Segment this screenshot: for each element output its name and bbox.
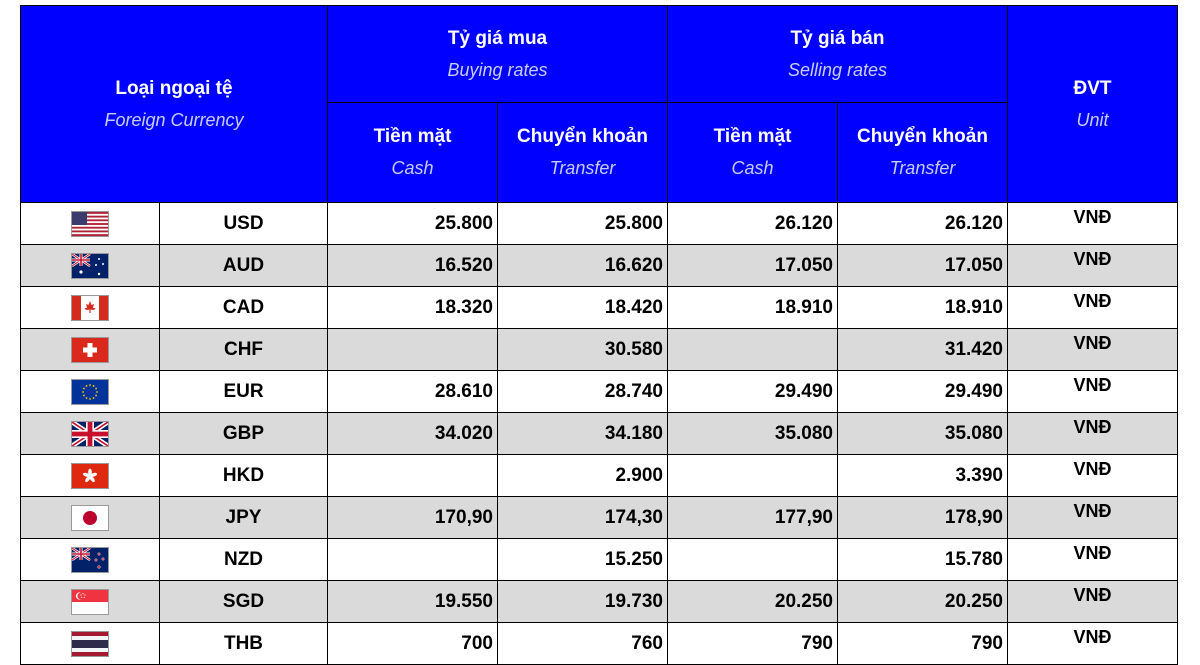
nz-flag-icon [71,547,109,573]
sell-cash-cell [668,455,838,497]
flag-cell [21,581,160,623]
flag-cell [21,371,160,413]
flag-cell [21,497,160,539]
table-row [21,287,1178,329]
ch-flag-icon [71,337,109,363]
buy-cash-cell: 170,90 [328,497,498,539]
currency-code-cell: CHF [160,329,328,371]
buy-transfer-cell: 16.620 [498,245,668,287]
flag-cell [21,329,160,371]
currency-code-cell: SGD [160,581,328,623]
currency-header-en: Foreign Currency [104,109,244,130]
selling-rates-header [668,6,1008,103]
table-row [21,203,1178,245]
table-row [21,497,1178,539]
unit-cell: VNĐ [1008,539,1178,581]
sell-cash-cell: 790 [668,623,838,665]
currency-header-vi: Loại ngoại tệ [115,77,233,99]
sell-transfer-cell: 17.050 [838,245,1008,287]
buy-cash-cell: 16.520 [328,245,498,287]
flag-cell [21,539,160,581]
flag-cell [21,287,160,329]
table-row [21,329,1178,371]
au-flag-icon [71,253,109,279]
currency-code-cell: EUR [160,371,328,413]
exchange-rate-table [20,5,1178,665]
unit-header-en: Unit [1076,109,1109,130]
selling-rates-header-vi: Tỷ giá bán [790,27,885,49]
sell-cash-cell: 177,90 [668,497,838,539]
buy-cash-cell: 19.550 [328,581,498,623]
table-row [21,581,1178,623]
buy-cash-cell [328,455,498,497]
unit-cell: VNĐ [1008,581,1178,623]
unit-cell: VNĐ [1008,497,1178,539]
flag-cell [21,623,160,665]
currency-code-cell: AUD [160,245,328,287]
buy-transfer-cell: 28.740 [498,371,668,413]
buy-transfer-header [498,103,668,203]
sell-transfer-header-en: Transfer [889,158,956,178]
table-row [21,539,1178,581]
currency-header [21,6,328,203]
sell-cash-cell: 29.490 [668,371,838,413]
buy-transfer-cell: 18.420 [498,287,668,329]
sell-transfer-cell: 18.910 [838,287,1008,329]
buying-rates-header-en: Buying rates [447,59,548,80]
buy-cash-cell: 18.320 [328,287,498,329]
jp-flag-icon [71,505,109,531]
sell-transfer-cell: 29.490 [838,371,1008,413]
buying-rates-header [328,6,668,103]
buy-cash-cell: 700 [328,623,498,665]
hk-flag-icon [71,463,109,489]
buy-transfer-cell: 15.250 [498,539,668,581]
buy-transfer-cell: 25.800 [498,203,668,245]
currency-code-cell: GBP [160,413,328,455]
buy-cash-header-vi: Tiền mặt [373,126,452,147]
unit-cell: VNĐ [1008,455,1178,497]
sell-transfer-header [838,103,1008,203]
flag-cell [21,455,160,497]
currency-code-cell: USD [160,203,328,245]
buying-rates-header-vi: Tỷ giá mua [447,27,548,49]
sell-transfer-cell: 790 [838,623,1008,665]
unit-cell: VNĐ [1008,287,1178,329]
buy-transfer-cell: 34.180 [498,413,668,455]
sell-transfer-cell: 26.120 [838,203,1008,245]
rate-rows [21,203,1178,665]
buy-transfer-cell: 30.580 [498,329,668,371]
buy-cash-cell: 25.800 [328,203,498,245]
unit-header [1008,6,1178,203]
sell-cash-header-vi: Tiền mặt [713,126,792,147]
table-row [21,413,1178,455]
buy-transfer-cell: 760 [498,623,668,665]
sell-transfer-header-vi: Chuyển khoản [857,126,988,147]
table-row [21,623,1178,665]
unit-cell: VNĐ [1008,371,1178,413]
sell-cash-cell: 17.050 [668,245,838,287]
sell-cash-cell: 26.120 [668,203,838,245]
buy-cash-cell: 34.020 [328,413,498,455]
table-row [21,455,1178,497]
sell-cash-cell [668,329,838,371]
buy-transfer-cell: 19.730 [498,581,668,623]
unit-header-vi: ĐVT [1073,77,1112,99]
buy-cash-header-en: Cash [391,158,434,178]
buy-cash-cell [328,539,498,581]
currency-code-cell: NZD [160,539,328,581]
sell-transfer-cell: 20.250 [838,581,1008,623]
currency-code-cell: CAD [160,287,328,329]
sell-cash-header [668,103,838,203]
sell-cash-cell [668,539,838,581]
th-flag-icon [71,631,109,657]
unit-cell: VNĐ [1008,203,1178,245]
currency-code-cell: HKD [160,455,328,497]
buy-transfer-header-en: Transfer [549,158,616,178]
unit-cell: VNĐ [1008,245,1178,287]
sg-flag-icon [71,589,109,615]
flag-cell [21,203,160,245]
buy-cash-header [328,103,498,203]
us-flag-icon [71,211,109,237]
flag-cell [21,245,160,287]
sell-transfer-cell: 178,90 [838,497,1008,539]
sell-cash-header-en: Cash [731,158,774,178]
unit-cell: VNĐ [1008,413,1178,455]
gb-flag-icon [71,421,109,447]
eu-flag-icon [71,379,109,405]
currency-code-cell: JPY [160,497,328,539]
flag-cell [21,413,160,455]
unit-cell: VNĐ [1008,623,1178,665]
selling-rates-header-en: Selling rates [787,59,888,80]
sell-cash-cell: 35.080 [668,413,838,455]
sell-transfer-cell: 3.390 [838,455,1008,497]
sell-transfer-cell: 31.420 [838,329,1008,371]
table-row [21,245,1178,287]
buy-transfer-header-vi: Chuyển khoản [517,126,648,147]
buy-transfer-cell: 2.900 [498,455,668,497]
sell-transfer-cell: 35.080 [838,413,1008,455]
sell-cash-cell: 20.250 [668,581,838,623]
unit-cell: VNĐ [1008,329,1178,371]
buy-cash-cell: 28.610 [328,371,498,413]
table-row [21,371,1178,413]
ca-flag-icon [71,295,109,321]
sell-cash-cell: 18.910 [668,287,838,329]
sell-transfer-cell: 15.780 [838,539,1008,581]
buy-cash-cell [328,329,498,371]
currency-code-cell: THB [160,623,328,665]
buy-transfer-cell: 174,30 [498,497,668,539]
exchange-rate-table-wrapper [20,5,1177,665]
